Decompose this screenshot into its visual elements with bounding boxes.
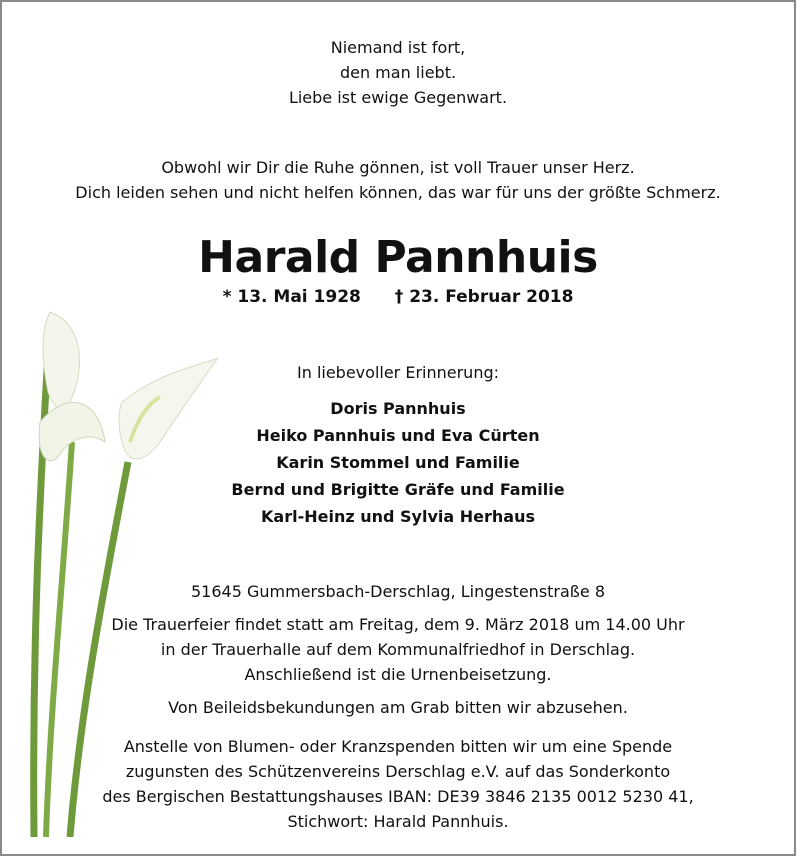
funeral-line: in der Trauerhalle auf dem Kommunalfriedhof in Derschlag. (160, 640, 636, 659)
mourner: Heiko Pannhuis und Eva Cürten (256, 426, 540, 445)
mourner: Doris Pannhuis (330, 399, 466, 418)
birth-date: * 13. Mai 1928 (222, 287, 361, 307)
funeral-line: Die Trauerfeier findet statt am Freitag, dem 9. März 2018 um 14.00 Uhr (111, 615, 685, 634)
poem-line: Liebe ist ewige Gegenwart. (288, 88, 508, 107)
condolence-note: Von Beileidsbekundungen am Grab bitten wir abzusehen. (168, 698, 628, 717)
poem-line: Niemand ist fort, (330, 38, 466, 57)
mourner: Karl-Heinz und Sylvia Herhaus (261, 507, 535, 526)
donation-note (2, 734, 794, 834)
verse-line: Obwohl wir Dir die Ruhe gönnen, ist voll Trauer unser Herz. (161, 158, 635, 177)
mourner: Karin Stommel und Familie (276, 453, 520, 472)
poem (2, 35, 794, 110)
funeral-line: Anschließend ist die Urnenbeisetzung. (244, 665, 552, 684)
donation-line: des Bergischen Bestattungshauses IBAN: DE39 3846 2135 0012 5230 41, (102, 787, 694, 806)
donation-line: Stichwort: Harald Pannhuis. (287, 812, 509, 831)
verse-line: Dich leiden sehen und nicht helfen können, das war für uns der größte Schmerz. (75, 183, 721, 202)
donation-line: Anstelle von Blumen- oder Kranzspenden bitten wir um eine Spende (123, 737, 673, 756)
mourner: Bernd und Brigitte Gräfe und Familie (231, 480, 565, 499)
poem-line: den man liebt. (339, 63, 457, 82)
address: 51645 Gummersbach-Derschlag, Lingestenstraße 8 (191, 582, 605, 601)
memory-intro: In liebevoller Erinnerung: (297, 363, 499, 382)
deceased-name: Harald Pannhuis (198, 232, 598, 283)
donation-line: zugunsten des Schützenvereins Derschlag e.V. auf das Sonderkonto (125, 762, 671, 781)
life-dates (2, 287, 794, 307)
funeral-details (2, 612, 794, 687)
death-date: † 23. Februar 2018 (394, 287, 574, 307)
mourners-list (2, 395, 794, 530)
verse (2, 155, 794, 205)
